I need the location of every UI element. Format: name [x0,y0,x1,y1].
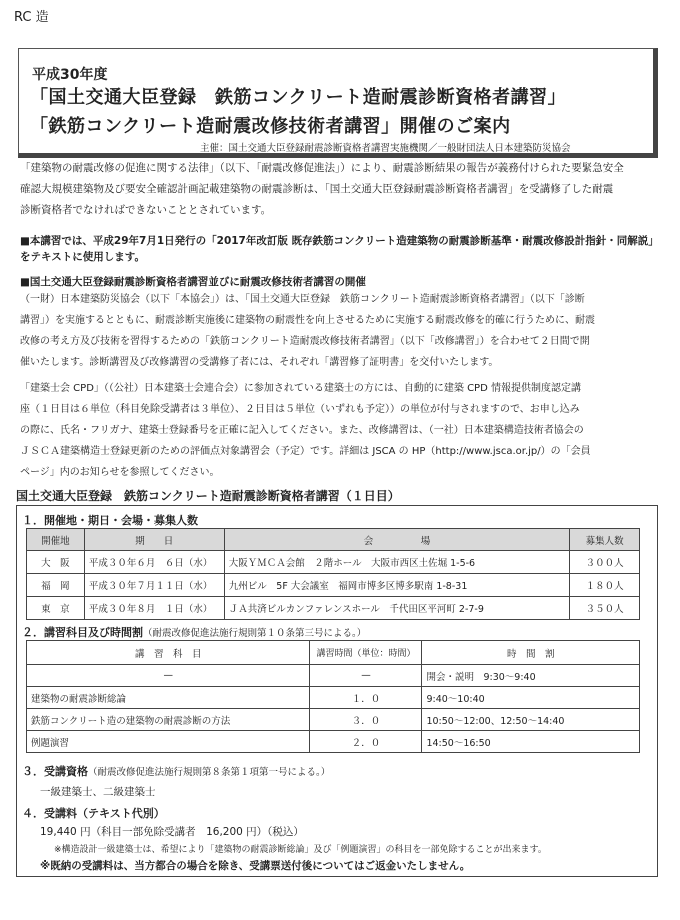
table-row [27,551,640,574]
intro-line: 「建築物の耐震改修の促進に関する法律」（以下、「耐震改修促進法」）により、耐震診断結果の報告が義務付けられた要緊急安全 [20,162,624,174]
title-line-1: 「国土交通大臣登録 鉄筋コンクリート造耐震診断資格者講習」 [30,87,567,108]
schedule-subject: 例題演習 [27,731,310,753]
intro-line: 確認大規模建築物及び要安全確認計画記載建築物の耐震診断は、「国土交通大臣登録耐震診断資格者講習」を受講修了した耐震 [20,183,614,195]
schedule-col-subject: 講 習 科 目 [27,641,310,665]
venue-col-venue: 会 場 [224,529,569,551]
section3-heading [22,763,330,779]
venue-table-header [27,529,640,551]
fee-exemption-note: ※構造設計一級建築士は、希望により「建築物の耐震診断総論」及び「例題演習」の科目を一部免除することが出来ます。 [54,845,547,855]
venue-col-capacity: 募集人数 [570,529,640,551]
intro-line: 診断資格者でなければできないこととされています。 [20,204,272,216]
schedule-subject: — [27,665,310,687]
venue-place: 大阪ＹＭＣＡ会館 ２階ホール 大阪市西区土佐堀 1-5-6 [224,551,569,574]
table-row [27,574,640,597]
intro-paragraph [20,158,660,221]
schedule-table [26,640,640,753]
document-tag: RC 造 [14,10,49,25]
cpd-line: の際に、氏名・フリガナ、建築士登録番号を正確に記入してください。また、改修講習は、（一社）日本建築構造技術者協会の [20,425,584,436]
table-row [27,709,640,731]
schedule-subject: 建築物の耐震診断総論 [27,687,310,709]
section1-heading: １．開催地・期日・会場・募集人数 [22,514,198,527]
section4-heading: ４．受講料（テキスト代別） [22,807,165,820]
section2-heading [22,624,366,640]
schedule-hours: — [310,665,422,687]
qualification-text: 一級建築士、二級建築士 [40,786,156,798]
venue-capacity: ３００人 [570,551,640,574]
schedule-col-hours: 講習時間（単位：時間） [310,641,422,665]
section2-title: ２．講習科目及び時間割 [22,626,143,639]
holding-heading: ■国土交通大臣登録耐震診断資格者講習並びに耐震改修技術者講習の開催 [20,276,366,288]
schedule-hours: ２．０ [310,731,422,753]
holding-line: 改修の考え方及び技術を習得するための「鉄筋コンクリート造耐震改修技術者講習」（以下「改修講習」）を合わせて２日間で開 [20,336,590,347]
venue-col-city: 開催地 [27,529,85,551]
schedule-time: 14:50〜16:50 [422,731,640,753]
venue-city: 東 京 [27,597,85,620]
schedule-table-header [27,641,640,665]
section3-note: （耐震改修促進法施行規則第８条第１項第一号による。） [88,767,331,778]
venue-capacity: ３５０人 [570,597,640,620]
venue-date: 平成３０年６月 ６日（水） [84,551,224,574]
holding-line: 催いたします。診断講習及び改修講習の受講修了者には、それぞれ「講習修了証明書」を交付いたします。 [20,357,499,368]
textbook-line: ■本講習では、平成29年7月1日発行の「2017年改訂版 既存鉄筋コンクリート造建築物の耐震診断基準・耐震改修設計指針・同解説」 [20,235,659,247]
venue-date: 平成３０年７月１１日（水） [84,574,224,597]
cpd-paragraph [20,378,660,483]
holding-paragraph [20,289,660,373]
schedule-subject: 鉄筋コンクリート造の建築物の耐震診断の方法 [27,709,310,731]
holding-line: 講習」）を実施するとともに、耐震診断実施後に建築物の耐震性を向上させるために実施する耐震改修を的確に行うために、耐震 [20,315,595,326]
refund-note: ※既納の受講料は、当方都合の場合を除き、受講票送付後についてはご返金いたしません。 [40,860,471,872]
title-sponsor: 主催：国土交通大臣登録耐震診断資格者講習実施機関／一般財団法人日本建築防災協会 [200,143,571,154]
course-title: 国土交通大臣登録 鉄筋コンクリート造耐震診断資格者講習（１日目） [16,489,400,503]
cpd-line: 「建築士会 CPD」（（公社）日本建築士会連合会）に参加されている建築士の方には、自動的に建築 CPD 情報提供制度認定講 [20,383,581,394]
section2-note: （耐震改修促進法施行規則第１０条第三号による。） [143,628,367,639]
holding-line: （一財）日本建築防災協会（以下「本協会」）は、「国土交通大臣登録 鉄筋コンクリート造耐震診断資格者講習」（以下「診断 [20,294,585,305]
cpd-line: 座（１日目は６単位（科目免除受講者は３単位）、２日目は５単位（いずれも予定））の単位が付与されますので、お申し込み [20,404,580,415]
schedule-hours: １．０ [310,687,422,709]
table-row [27,597,640,620]
table-row [27,731,640,753]
table-row [27,665,640,687]
schedule-time: 9:40〜10:40 [422,687,640,709]
textbook-note [20,233,660,265]
venue-capacity: １８０人 [570,574,640,597]
venue-city: 大 阪 [27,551,85,574]
title-year: 平成30年度 [32,67,108,83]
cpd-line: ページ」内のお知らせを参照してください。 [20,467,220,478]
table-row [27,687,640,709]
fee-text: 19,440 円（科目一部免除受講者 16,200 円）（税込） [40,826,304,838]
venue-date: 平成３０年８月 １日（水） [84,597,224,620]
venue-place: ＪＡ共済ビルカンファレンスホール 千代田区平河町 2-7-9 [224,597,569,620]
schedule-col-time: 時 間 割 [422,641,640,665]
venue-place: 九州ビル 5F 大会議室 福岡市博多区博多駅南 1-8-31 [224,574,569,597]
textbook-line: をテキストに使用します。 [20,251,145,263]
title-line-2: 「鉄筋コンクリート造耐震改修技術者講習」開催のご案内 [30,116,511,137]
cpd-line: ＪＳＣＡ建築構造士登録更新のための評価点対象講習会（予定）です。詳細は JSCA の HP（http://www.jsca.or.jp/）の「会員 [20,446,591,457]
schedule-hours: ３．０ [310,709,422,731]
venue-col-date: 期 日 [84,529,224,551]
venue-city: 福 岡 [27,574,85,597]
schedule-time: 10:50〜12:00、12:50〜14:40 [422,709,640,731]
section3-title: ３．受講資格 [22,765,88,778]
schedule-time: 開会・説明 9:30〜9:40 [422,665,640,687]
venue-table [26,528,640,620]
